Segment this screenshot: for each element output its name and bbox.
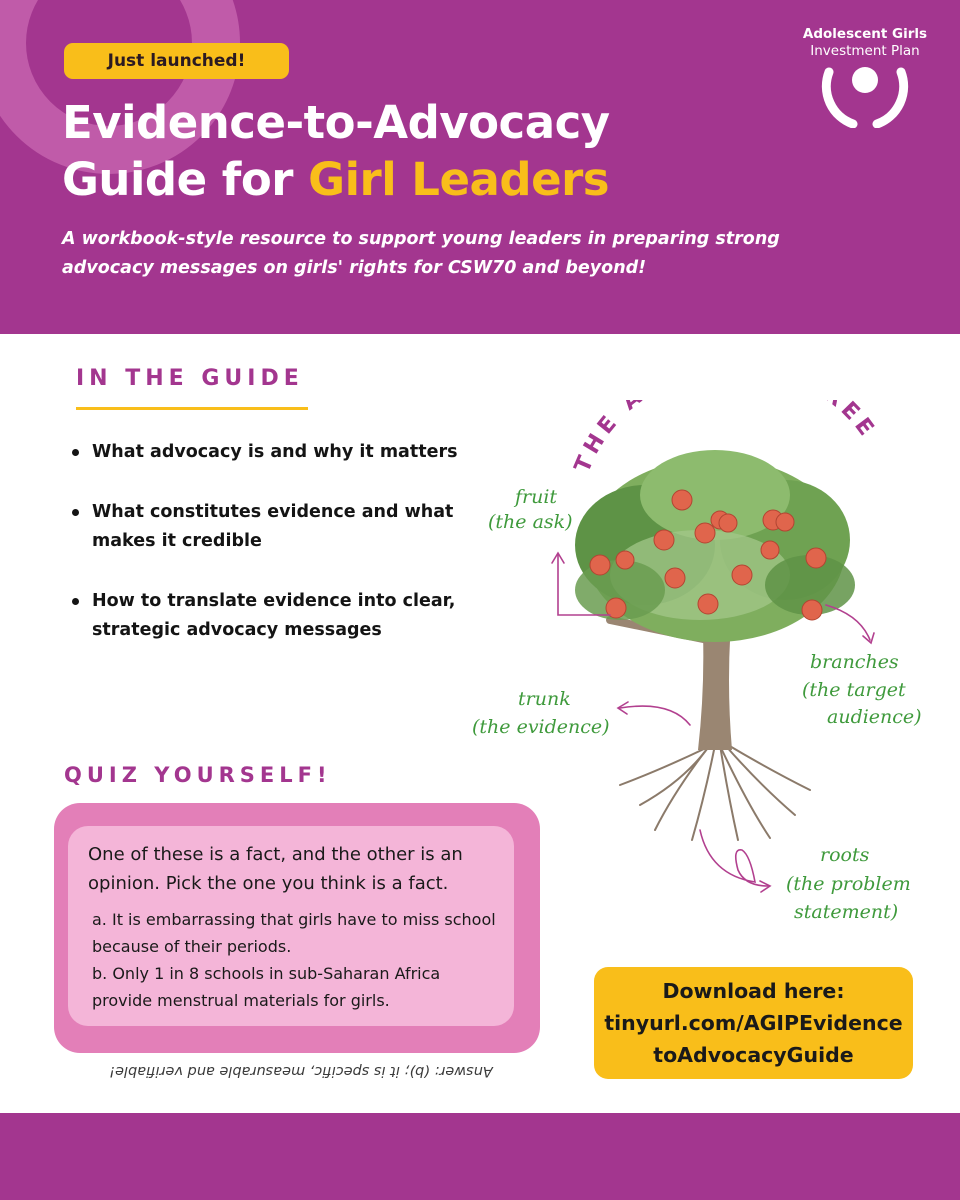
advocacy-tree-svg [470, 400, 960, 940]
page-subtitle: A workbook-style resource to support young leaders in preparing strong advocacy messages on girls' rights for CSW70 and beyond! [62, 229, 780, 278]
brand-logo-icon [815, 64, 915, 128]
label-roots: roots [820, 844, 870, 866]
advocacy-tree-illustration [470, 400, 960, 940]
brand-logo-block [790, 26, 940, 128]
label-fruit-desc: (the ask) [488, 511, 573, 533]
title-highlight: Girl Leaders [308, 153, 610, 206]
label-branches-desc-2: audience) [827, 706, 922, 728]
page-title [62, 94, 610, 208]
quiz-heading: QUIZ YOURSELF! [64, 763, 332, 787]
title-prefix: Guide for [62, 153, 309, 206]
download-link-line-2[interactable]: toAdvocacyGuide [653, 1043, 854, 1067]
label-branches: branches [810, 651, 899, 673]
download-link-line-1[interactable]: tinyurl.com/AGIPEvidence [604, 1011, 903, 1035]
tree-title-text: THE EE [570, 400, 882, 477]
just-launched-badge: Just launched! [64, 43, 289, 79]
label-trunk-desc: (the evidence) [472, 716, 610, 738]
brand-name-line-1: Adolescent Girls [802, 26, 928, 42]
guide-list-item: What advocacy is and why it matters [70, 438, 490, 467]
guide-heading: IN THE GUIDE [76, 366, 304, 391]
arrow-roots [700, 830, 768, 886]
quiz-answer-upside-down: Answer: (b); it is specific, measurable and verifiable! [109, 1063, 493, 1079]
brand-name-line-2: Investment Plan [810, 43, 920, 59]
label-branches-desc-1: (the target [802, 679, 906, 701]
tree-roots [620, 745, 810, 840]
quiz-question: One of these is a fact, and the other is an opinion. Pick the one you think is a fact. [88, 844, 463, 894]
download-box[interactable] [594, 967, 913, 1079]
label-roots-desc-1: (the problem [786, 873, 911, 895]
quiz-options [92, 906, 502, 1014]
guide-list-item: What constitutes evidence and what makes it credible [70, 498, 490, 556]
title-line-2 [62, 151, 610, 208]
download-label: Download here: [662, 979, 845, 1003]
quiz-option-a: a. It is embarrassing that girls have to miss school because of their periods. [92, 910, 496, 956]
label-roots-desc-2: statement) [794, 901, 899, 923]
label-trunk: trunk [518, 688, 571, 710]
label-fruit: fruit [515, 486, 558, 508]
quiz-option-b: b. Only 1 in 8 schools in sub-Saharan Africa provide menstrual materials for girls. [92, 964, 441, 1010]
guide-list-item: How to translate evidence into clear, strategic advocacy messages [70, 587, 490, 645]
guide-heading-underline [76, 407, 308, 410]
title-line-1: Evidence-to-Advocacy [62, 96, 610, 149]
arrow-trunk [620, 706, 690, 725]
footer-band [0, 1113, 960, 1200]
guide-list [70, 438, 490, 676]
header-banner [0, 0, 960, 334]
